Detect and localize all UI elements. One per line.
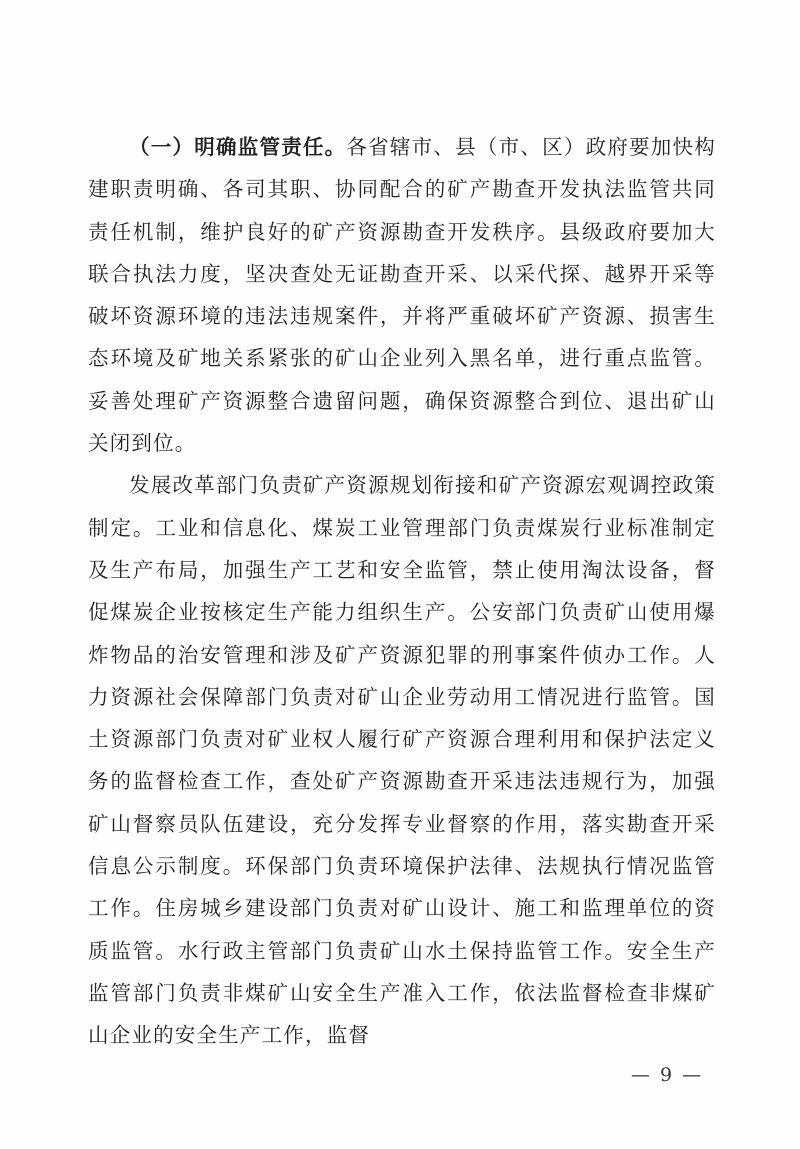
document-body: [88, 126, 716, 1057]
page-number: — 9 —: [630, 1064, 704, 1086]
paragraph-department-duties: [88, 464, 716, 1056]
paragraph-supervision-responsibility: [88, 126, 716, 464]
paragraph-heading: （一）明确监管责任。: [129, 135, 347, 159]
paragraph-text: 发展改革部门负责矿产资源规划衔接和矿产资源宏观调控政策制定。工业和信息化、煤炭工业管理部门负责煤炭行业标准制定及生产布局，加强生产工艺和安全监管，禁止使用淘汰设备，督促煤炭企业按核定生产能力组织生产。公安部门负责矿山使用爆炸物品的治安管理和涉及矿产资源犯罪的刑事案件侦办工作。人力资源社会保障部门负责对矿山企业劳动用工情况进行监管。国土资源部门负责对矿业权人履行矿产资源合理利用和保护法定义务的监督检查工作，查处矿产资源勘查开采违法违规行为，加强矿山督察员队伍建设，充分发挥专业督察的作用，落实勘查开采信息公示制度。环保部门负责环境保护法律、法规执行情况监管工作。住房城乡建设部门负责对矿山设计、施工和监理单位的资质监管。水行政主管部门负责矿山水土保持监管工作。安全生产监管部门负责非煤矿山安全生产准入工作，依法监督检查非煤矿山企业的安全生产工作，监督: [88, 473, 716, 1048]
paragraph-text: 各省辖市、县（市、区）政府要加快构建职责明确、各司其职、协同配合的矿产勘查开发执法监管共同责任机制，维护良好的矿产资源勘查开发秩序。县级政府要加大联合执法力度，坚决查处无证勘查开采、以采代探、越界开采等破坏资源环境的违法违规案件，并将严重破坏矿产资源、损害生态环境及矿地关系紧张的矿山企业列入黑名单，进行重点监管。妥善处理矿产资源整合遗留问题，确保资源整合到位、退出矿山关闭到位。: [88, 135, 716, 456]
